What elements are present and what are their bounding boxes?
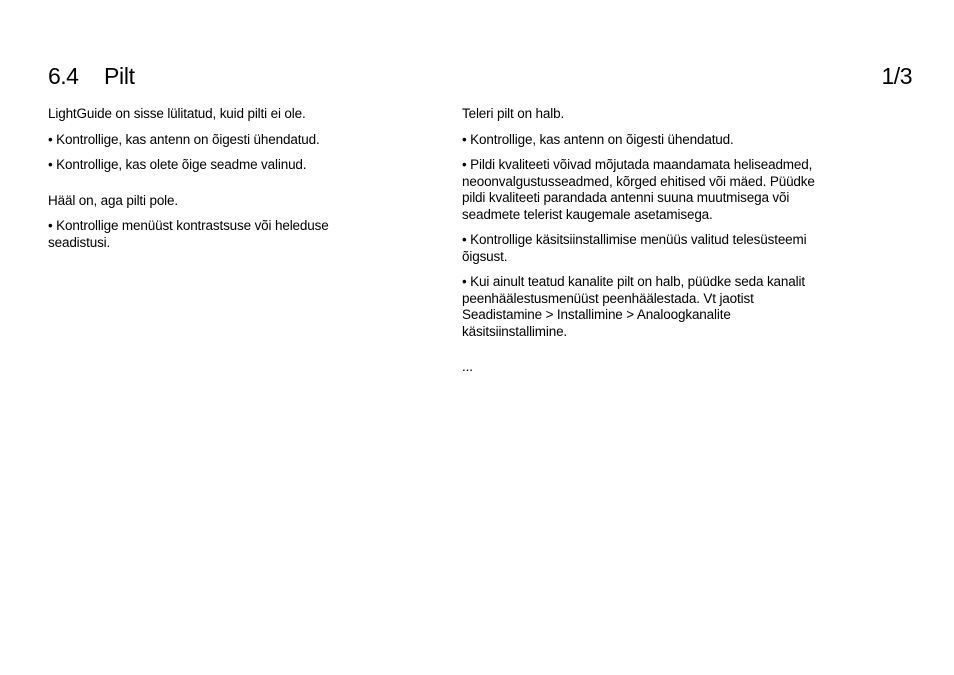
bullet-item: • Kontrollige, kas antenn on õigesti ühendatud. <box>462 131 734 147</box>
problem-heading: Teleri pilt on halb. <box>462 106 565 121</box>
bullet-item: • Kontrollige käsitsiinstallimise menüüs valitud telesüsteemi õigsust. <box>462 232 807 264</box>
section-number: 6.4 <box>48 63 79 89</box>
bullet-item: • Kontrollige, kas olete õige seadme valinud. <box>48 157 307 172</box>
bullet-item: • Pildi kvaliteeti võivad mõjutada maandamata heliseadmed, neoonvalgustusseadmed, kõrged ehitised või mäed. Püüdke pildi kvaliteeti parandada antenni suuna muutmisega või seadmete telerist kaugemale asetamisega. <box>462 157 815 222</box>
bullet-item: • Kontrollige menüüst kontrastsuse või heleduse seadistusi. <box>48 218 329 250</box>
problem-heading: Hääl on, aga pilti pole. <box>48 192 178 208</box>
page-indicator: 1/3 <box>881 63 912 89</box>
page-title: Pilt <box>104 63 135 89</box>
bullet-item: • Kui ainult teatud kanalite pilt on halb, püüdke seda kanalit peenhäälestusmenüüst peenhäälestada. Vt jaotist Seadistamine > Installimine > Analoogkanalite käsitsiinstallimine. <box>462 274 805 339</box>
continuation-marker: ... <box>462 359 473 374</box>
problem-heading: LightGuide on sisse lülitatud, kuid pilti ei ole. <box>48 106 306 121</box>
bullet-item: • Kontrollige, kas antenn on õigesti ühendatud. <box>48 131 320 147</box>
right-column <box>462 106 834 385</box>
left-column <box>48 106 378 260</box>
